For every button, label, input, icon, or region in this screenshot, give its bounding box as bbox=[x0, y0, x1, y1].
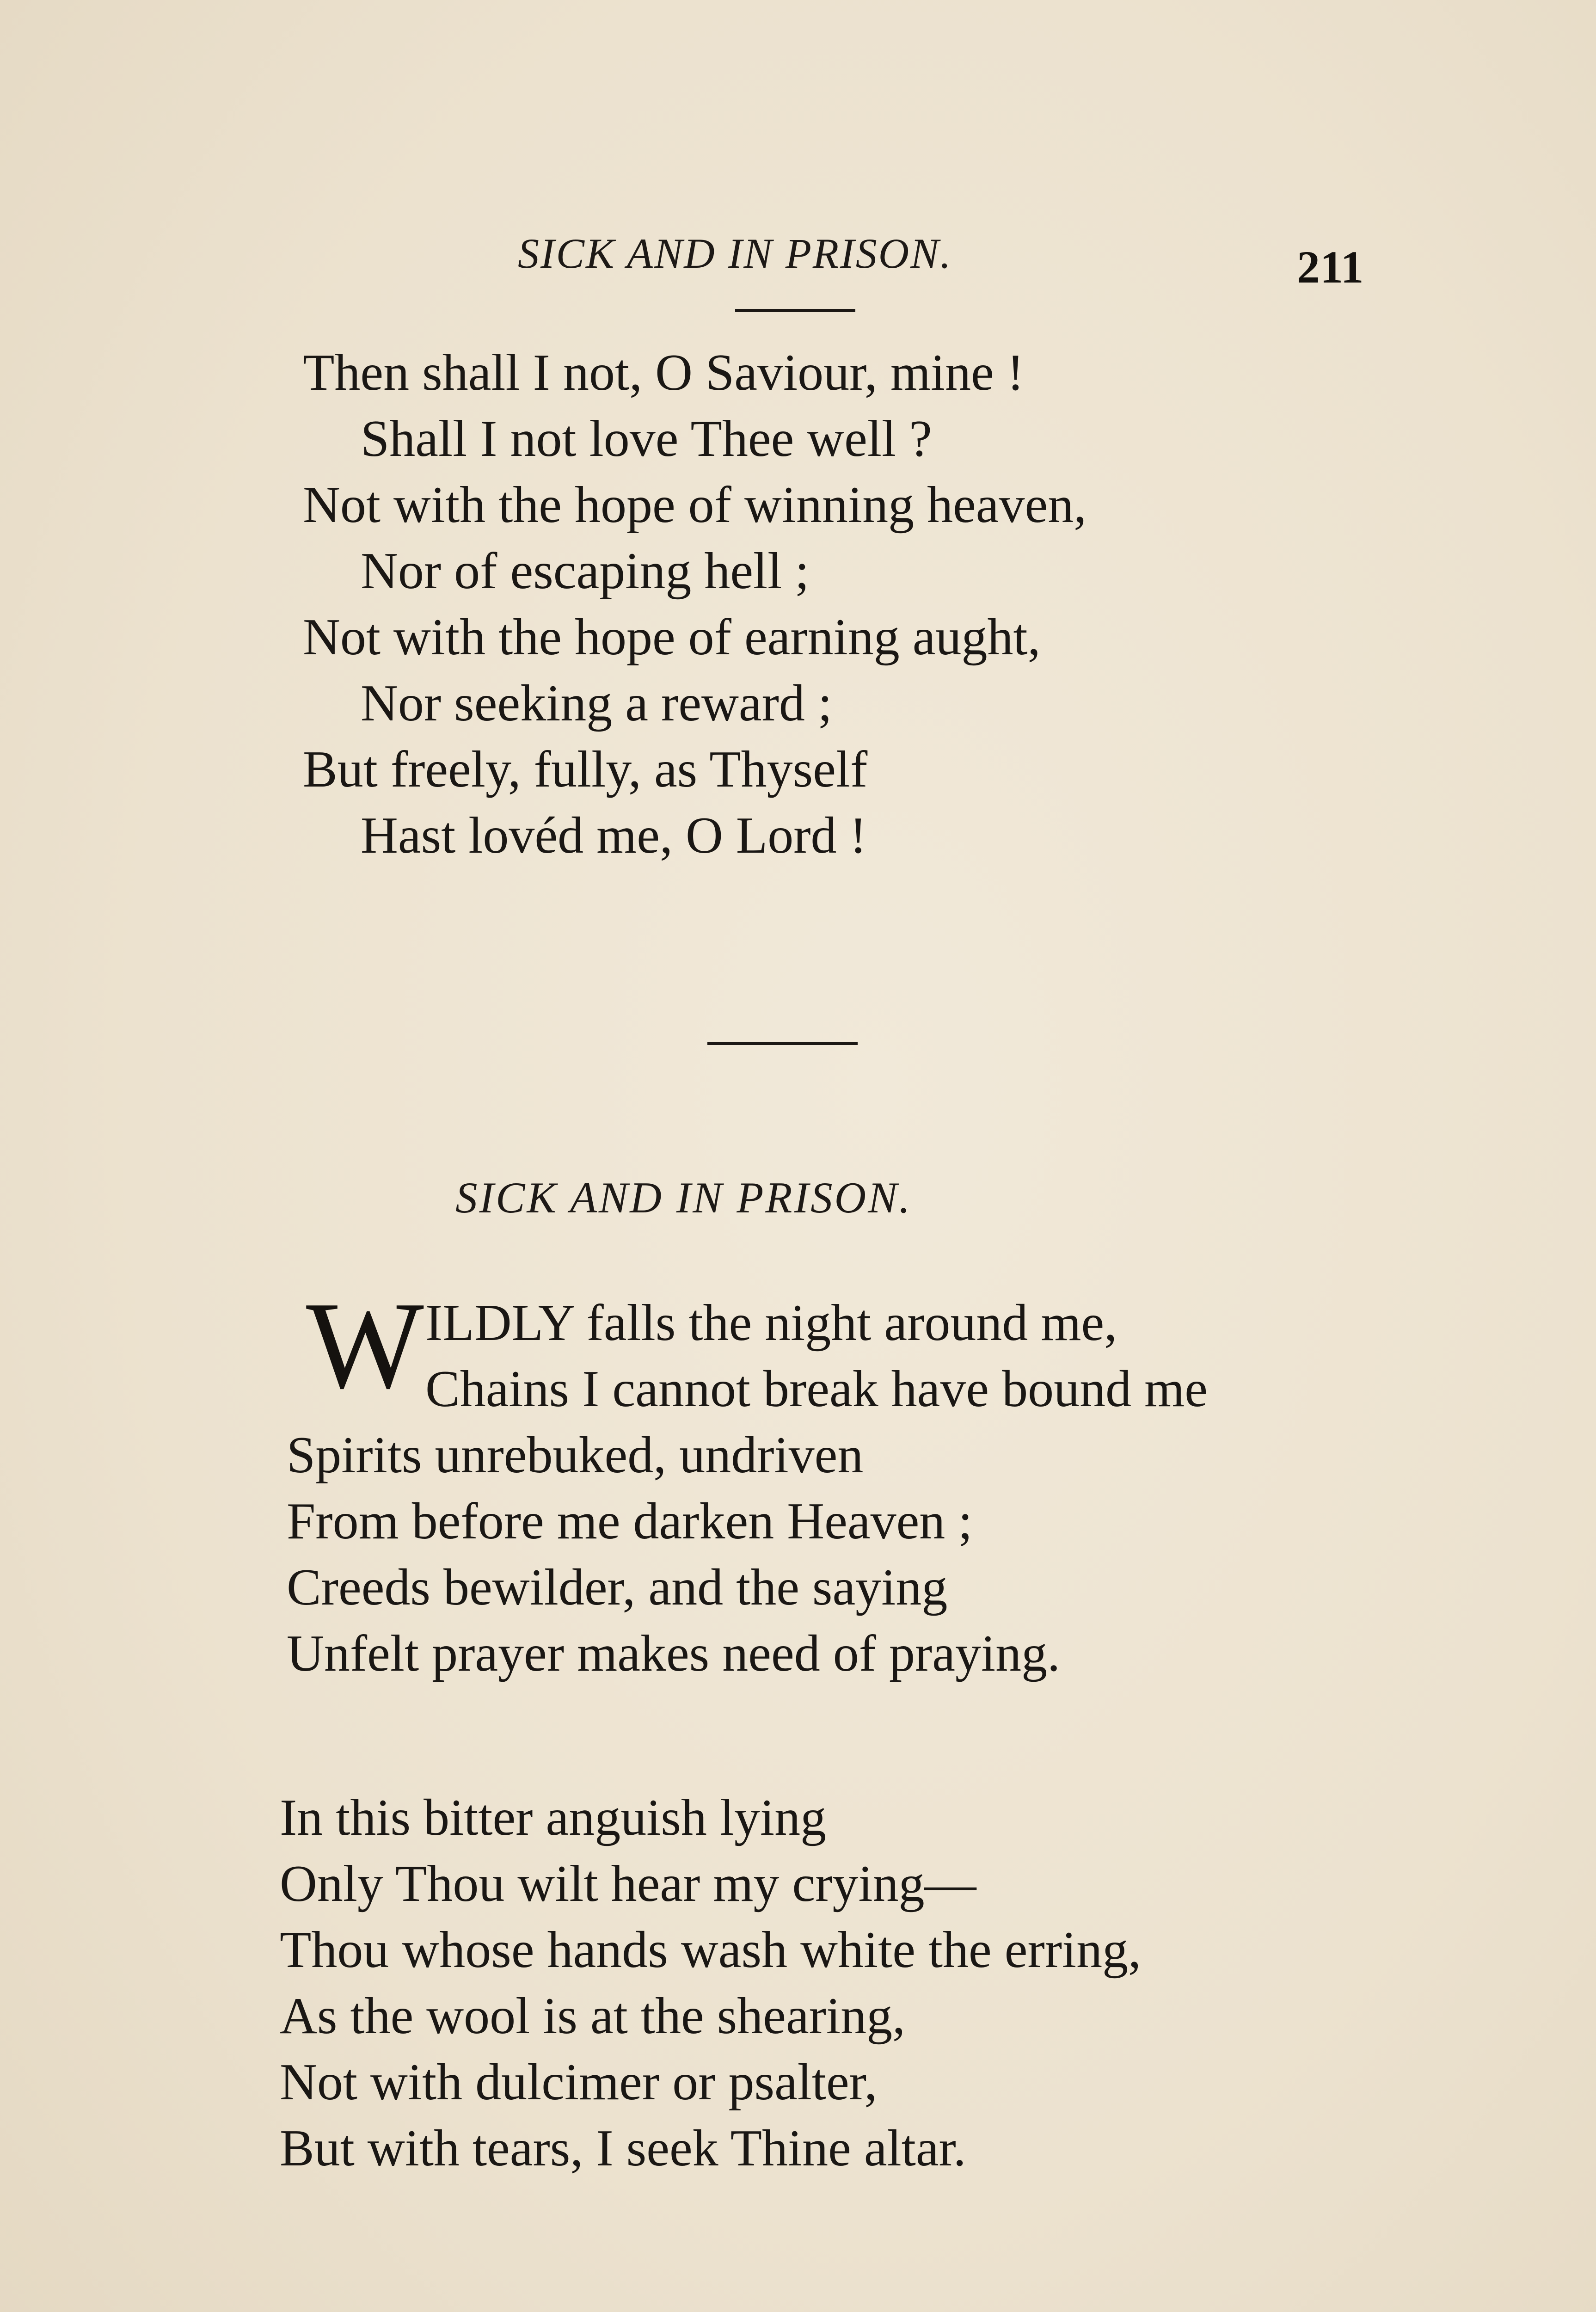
previous-poem-final-stanza bbox=[303, 340, 1087, 869]
verse-line: Not with the hope of winning heaven, bbox=[303, 476, 1087, 534]
verse-line: Shall I not love Thee well ? bbox=[361, 410, 932, 467]
verse-line: Nor of escaping hell ; bbox=[361, 542, 810, 600]
verse-line: Nor seeking a reward ; bbox=[361, 675, 833, 732]
header-rule bbox=[735, 309, 855, 312]
verse-line: Chains I cannot break have bound me bbox=[425, 1360, 1208, 1418]
verse-line: Not with the hope of earning aught, bbox=[303, 609, 1041, 666]
section-divider-rule bbox=[707, 1042, 858, 1045]
verse-line: Creeds bewilder, and the saying bbox=[287, 1559, 948, 1616]
verse-line: Then shall I not, O Saviour, mine ! bbox=[303, 344, 1025, 401]
page-number: 211 bbox=[1297, 241, 1364, 293]
verse-line: From before me darken Heaven ; bbox=[287, 1493, 973, 1550]
verse-line: In this bitter anguish lying bbox=[280, 1789, 827, 1846]
verse-line: But with tears, I seek Thine altar. bbox=[280, 2120, 966, 2177]
verse-line: As the wool is at the shearing, bbox=[280, 1987, 906, 2045]
poem-stanza-2 bbox=[280, 1785, 1141, 2182]
verse-line: Not with dulcimer or psalter, bbox=[280, 2054, 878, 2111]
drop-cap: W bbox=[306, 1276, 424, 1414]
verse-line: ILDLY falls the night around me, bbox=[425, 1294, 1117, 1352]
poem-title: SICK AND IN PRISON. bbox=[455, 1173, 912, 1222]
verse-line: Spirits unrebuked, undriven bbox=[287, 1427, 864, 1484]
poem-stanza-1 bbox=[287, 1290, 1208, 1687]
verse-line: Unfelt prayer makes need of praying. bbox=[287, 1625, 1061, 1682]
verse-line: But freely, fully, as Thyself bbox=[303, 741, 868, 798]
verse-line: Hast lovéd me, O Lord ! bbox=[361, 807, 867, 864]
verse-line: Thou whose hands wash white the erring, bbox=[280, 1921, 1142, 1979]
verse-line: Only Thou wilt hear my crying— bbox=[280, 1855, 976, 1912]
running-head: SICK AND IN PRISON. bbox=[518, 230, 952, 277]
